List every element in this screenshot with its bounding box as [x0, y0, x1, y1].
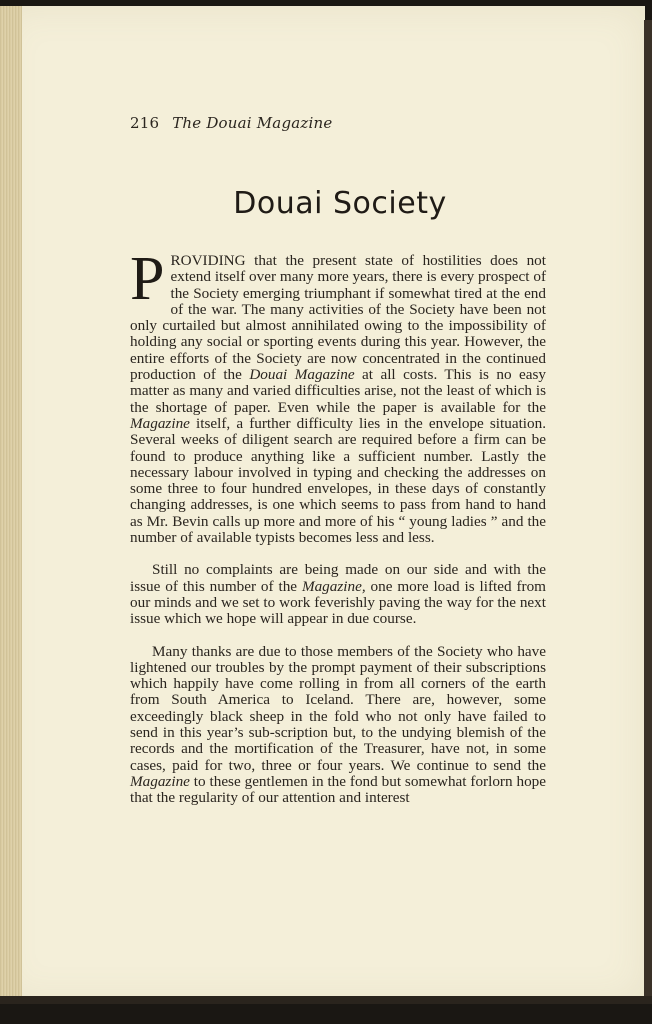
- paragraph-2: [130, 562, 546, 627]
- p1-text-start: ROVIDING that the present state of hostilities does not extend itself over many more years, there is every prospect of the Society emerging triumphant if somewhat tired at the end of the war. The many activities of the Society have been not only curtailed but almost annihilated owing to the impossibility of holding any social or sporting events during this year. However, the entire efforts of the Society are now concentrated in the continued production of the: [130, 252, 546, 384]
- p1-text-mid: at all costs. This is no easy matter as many and varied difficulties arise, not the least of which is the shortage of paper. Even while the paper is available for the: [130, 366, 546, 416]
- p2-italic: Magazine,: [301, 577, 366, 595]
- paragraph-1: [130, 245, 546, 547]
- p3-italic: Magazine: [130, 772, 190, 790]
- p3-text-start: Many thanks are due to those members of the Society who have lightened our troubles by the prompt payment of their subscriptions which happily have come rolling in from all corners of the earth from South America to Iceland. There are, however, some exceedingly black sheep in the fold who not only have failed to send in this year’s sub-scription but, to the undying blemish of the records and the mortification of the Treasurer, have not, in some cases, paid for two, three or four years. We continue to send the: [130, 642, 546, 774]
- page-edges: [0, 6, 22, 1002]
- p2-text-start: Still no complaints are being made on our side and with the issue of this number of the: [130, 561, 546, 595]
- p1-text-end: itself, a further difficulty lies in the envelope situation. Several weeks of diligent search are required before a firm can be found to produce anything like a sufficient number. Lastly the necessary labour involved in typing and checking the addresses on some three to four hundred envelopes, in these days of constantly changing addresses, is one which seems to pass from hand to hand as Mr. Bevin calls up more and more of his “ young ladies ” and the number of available typists becomes less and less.: [130, 414, 546, 547]
- running-head: [130, 114, 332, 132]
- binding-shadow: [644, 20, 652, 1000]
- page-number: 216: [130, 114, 160, 132]
- paragraph-3: [130, 644, 546, 807]
- article-title: Douai Society: [233, 186, 447, 221]
- article-body: [130, 245, 546, 823]
- p3-text-end: to these gentlemen in the fond but somewhat forlorn hope that the regularity of our attention and interest: [130, 772, 546, 807]
- p1-italic-1: Douai Magazine: [249, 366, 355, 384]
- p1-italic-2: Magazine: [130, 414, 190, 432]
- magazine-title: The Douai Magazine: [172, 114, 333, 132]
- drop-cap: P: [130, 245, 165, 313]
- p2-text-end: one more load is lifted from our minds and we set to work feverishly paving the way for the next issue which we hope will appear in due course.: [130, 577, 546, 628]
- bottom-edge: [0, 996, 652, 1004]
